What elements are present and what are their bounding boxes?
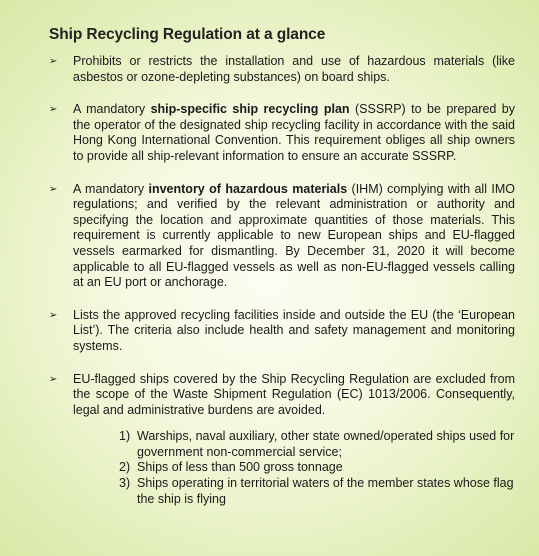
bullet-text: A mandatory bbox=[73, 181, 149, 196]
exclusion-item bbox=[119, 429, 515, 460]
bullet-text: Prohibits or restricts the installation and use of hazardous materials (like asbestos or ozone-depleting substances) on board ships. bbox=[73, 54, 515, 84]
list-item bbox=[49, 308, 515, 355]
list-item bbox=[49, 372, 515, 419]
item-number: 2) bbox=[119, 460, 131, 475]
bullet-list bbox=[49, 54, 515, 418]
exclusion-list bbox=[119, 429, 515, 507]
bold-term: inventory of hazardous materials bbox=[148, 181, 348, 196]
item-text: Ships of less than 500 gross tonnage bbox=[137, 460, 343, 475]
bullet-text: Lists the approved recycling facilities inside and outside the EU (the ‘European List’). The criteria also include health and safety management and monitoring systems. bbox=[73, 307, 515, 353]
list-item bbox=[49, 102, 515, 164]
list-item bbox=[49, 182, 515, 291]
arrow-bullet-icon: ➢ bbox=[49, 183, 58, 195]
item-number: 3) bbox=[119, 476, 131, 491]
exclusion-item bbox=[119, 476, 515, 507]
bold-term: ship-specific ship recycling plan bbox=[150, 102, 350, 117]
exclusion-item bbox=[119, 460, 515, 476]
arrow-bullet-icon: ➢ bbox=[49, 56, 58, 67]
item-text: Ships operating in territorial waters of the member states whose flag the ship is flying bbox=[137, 476, 514, 506]
bullet-text: A mandatory bbox=[73, 102, 151, 117]
item-text: Warships, naval auxiliary, other state owned/operated ships used for government non-commercial service; bbox=[137, 429, 515, 459]
bullet-text: EU-flagged ships covered by the Ship Recycling Regulation are excluded from the scope of the Waste Shipment Regulation (EC) 1013/2006. Consequently, legal and administrative burdens are avoided. bbox=[73, 371, 515, 417]
item-number: 1) bbox=[119, 429, 131, 444]
page-title: Ship Recycling Regulation at a glance bbox=[49, 26, 326, 43]
list-item bbox=[49, 54, 515, 85]
arrow-bullet-icon: ➢ bbox=[49, 309, 58, 321]
bullet-text: (IHM) complying with all IMO regulations; and verified by the relevant administration or authority and specifying the location and approximate quantities of those materials. This requirement is currently applicable to new European ships and EU-flagged vessels earmarked for dismantling. By December 31, 2020 it will become applicable to all EU-flagged vessels as well as non-EU-flagged vessels calling at an EU port or anchorage. bbox=[73, 181, 515, 290]
arrow-bullet-icon: ➢ bbox=[49, 104, 58, 116]
arrow-bullet-icon: ➢ bbox=[49, 373, 58, 385]
bullet-text: (SSSRP) to be prepared by the operator of the designated ship recycling facility in accordance with the said Hong Kong International Convention. This requirement obliges all ship owners to provide all ship-relevant information to ensure an accurate SSSRP. bbox=[73, 102, 516, 163]
